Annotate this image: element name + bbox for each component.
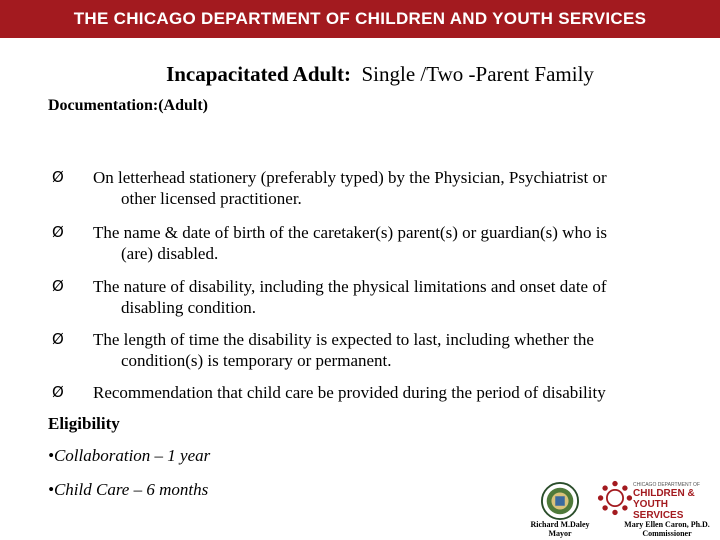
dept-line-1: CHILDREN &	[633, 488, 695, 499]
bullet-text	[93, 222, 653, 264]
bullet-line-cont: (are) disabled.	[121, 244, 219, 263]
bullet-line: The nature of disability, including the physical limitations and onset date of	[93, 277, 607, 296]
arrow-bullet-icon: Ø	[52, 383, 64, 401]
title-rest: Single /Two -Parent Family	[361, 62, 594, 86]
mayor-name: Richard M.Daley	[530, 520, 590, 529]
arrow-bullet-icon: Ø	[52, 277, 64, 295]
bullet-line: The name & date of birth of the caretaker(s) parent(s) or guardian(s) who is	[93, 223, 608, 242]
commissioner-title: Commissioner	[642, 529, 692, 538]
dept-small-text: CHICAGO DEPARTMENT OF	[633, 482, 700, 488]
bullet-line-cont: disabling condition.	[121, 298, 257, 317]
bullet-line-cont: condition(s) is temporary or permanent.	[121, 351, 392, 370]
eligibility-heading: Eligibility	[48, 414, 120, 433]
documentation-heading: Documentation:(Adult)	[48, 97, 208, 114]
eligibility-item: •Collaboration – 1 year	[48, 446, 211, 465]
mayor-caption	[515, 520, 605, 538]
arrow-bullet-icon: Ø	[52, 168, 64, 186]
bullet-line-cont: other licensed practitioner.	[121, 189, 302, 208]
bullet-text	[93, 167, 653, 209]
title-bold: Incapacitated Adult:	[166, 62, 351, 86]
banner-title: THE CHICAGO DEPARTMENT OF CHILDREN AND YOUTH SERVICES	[73, 9, 647, 28]
slide-title	[0, 62, 720, 87]
commissioner-name: Mary Ellen Caron, Ph.D.	[624, 520, 710, 529]
mayor-title: Mayor	[548, 529, 572, 538]
arrow-bullet-icon: Ø	[52, 330, 64, 348]
dcys-logo-icon	[597, 480, 633, 516]
bullet-line: The length of time the disability is expected to last, including whether the	[93, 330, 594, 349]
dcys-wordmark	[633, 482, 720, 521]
arrow-bullet-icon: Ø	[52, 223, 64, 241]
bullet-text	[93, 329, 653, 371]
city-seal-icon	[541, 482, 579, 520]
bullet-text	[93, 276, 653, 318]
bullet-line: On letterhead stationery (preferably typed) by the Physician, Psychiatrist or	[93, 168, 607, 187]
commissioner-caption	[613, 520, 720, 538]
bullet-text	[93, 382, 653, 403]
bullet-line: Recommendation that child care be provided during the period of disability	[93, 383, 606, 402]
footer-logos	[505, 468, 720, 540]
eligibility-item: •Child Care – 6 months	[48, 480, 209, 499]
dept-line-2: YOUTH SERVICES	[633, 499, 684, 521]
